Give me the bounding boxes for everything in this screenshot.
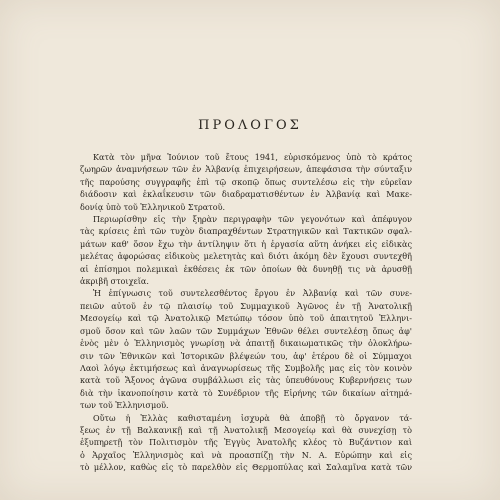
text-line: αἱ ἐπίσημοι πολεμικαὶ ἐκθέσεις ἐκ τῶν ὁποίων θὰ δυνηθῇ τις νὰ ἀρυσθῇ [80, 263, 412, 274]
text-line: ἐξυπηρετῇ τὸν Πολιτισμὸν τῆς Ἐγγὺς Ἀνατολῆς κλέος τὸ Βυζάντιον καὶ [80, 437, 412, 448]
text-line: διὰ τὴν ἱκανοποίησιν κατὰ τὸ Συνέδριον τῆς Εἰρήνης τῶν δικαίων αἰτημά- [80, 387, 412, 398]
text-line: ἀκριβῆ στοιχεῖα. [80, 276, 149, 287]
text-line: των τοῦ Ἑλληνισμοῦ. [80, 400, 169, 411]
text-line: Λαοὶ λόγῳ ἐκτιμήσεως καὶ ἀναγνωρίσεως τῆς Συμβολῆς μας εἰς τὸν κοινὸν [80, 362, 412, 373]
text-line: μελέτας ἀφορώσας εἰδικοὺς μελετητὰς καὶ διότι ἀκόμη δὲν ἔχουσι συντεχθῆ [80, 251, 412, 262]
text-line: Κατὰ τὸν μῆνα Ἰούνιον τοῦ ἔτους 1941, εὑρισκόμενος ὑπὸ τὸ κράτος [93, 152, 412, 162]
text-line: πειῶν αὐτοῦ ἐν τῷ πλαισίῳ τοῦ Συμμαχικοῦ Ἀγῶνος ἐν τῇ Ἀνατολικῇ [80, 300, 412, 311]
text-line: ξεως ἐν τῇ Βαλκανικῇ καὶ τῇ Ἀνατολικῇ Μεσογείῳ καὶ θὰ συνεχίσῃ τὸ [80, 424, 412, 435]
text-line: ὁ Ἀρχαῖος Ἑλληνισμὸς καὶ νὰ προασπίζῃ τὴν Ν. Α. Εὐρώπην καὶ εἰς [80, 449, 412, 460]
text-line: τὰς κρίσεις ἐπὶ τῶν τυχὸν διαπραχθέντων Στρατηγικῶν καὶ Τακτικῶν σφαλ- [80, 226, 412, 237]
body-text [80, 151, 412, 474]
page-title: ΠΡΟΛΟΓΟΣ [198, 118, 302, 133]
text-line: δονίᾳ ὑπὸ τοῦ Ἑλληνικοῦ Στρατοῦ. [80, 201, 226, 212]
text-line: σμοῦ ὅσον καὶ τῶν λαῶν τῶν Συμμάχων Ἐθνῶν θέλει συντελέσῃ ὅπως ἀφ' [80, 325, 412, 336]
text-line: ἑνὸς μὲν ὁ Ἑλληνισμὸς γνωρίσῃ νὰ ἀπαιτῇ δικαιωματικῶς τὴν ὁλοκλήρω- [80, 338, 412, 349]
text-line: ζωηρῶν ἀναμνήσεων τῶν ἐν Ἀλβανίᾳ ἐπιχειρήσεων, ἀπεφάσισα τὴν σύνταξιν [80, 164, 412, 175]
text-line: τὸ μέλλον, καθὼς εἰς τὸ παρελθὸν εἰς Θερμοπύλας καὶ Σαλαμῖνα κατὰ τῶν [80, 462, 412, 473]
text-line: Περιωρίσθην εἰς τὴν ξηρὰν περιγραφὴν τῶν γεγονότων καὶ ἀπέφυγον [93, 214, 412, 225]
text-line: διάδοσιν καὶ ἐκλαΐκευσιν τῶν διαδραματισθέντων ἐν Ἀλβανίᾳ καὶ Μακε- [80, 189, 412, 200]
text-line: Οὕτω ἡ Ἑλλὰς καθισταμένη ἰσχυρὰ θὰ ἀποβῇ τὸ ὄργανον τά- [93, 412, 412, 423]
text-line: Ἡ ἐπίγνωσις τοῦ συντελεσθέντος ἔργου ἐν Ἀλβανίᾳ καὶ τῶν συνε- [93, 288, 412, 299]
text-line: Μεσογείῳ καὶ τῷ Ἀνατολικῷ Μετώπῳ τόσον ὑπὸ τοῦ ἀπαιτητοῦ Ἑλληνι- [80, 313, 412, 324]
text-line: σιν τῶν Ἐθνικῶν καὶ Ἱστορικῶν βλέψεών του, ἀφ' ἑτέρου δὲ οἱ Σύμμαχοι [80, 350, 412, 361]
text-line: μάτων καθ' ὅσον ἔχω τὴν ἀντίληψιν ὅτι ἡ ἐργασία αὕτη ἀνήκει εἰς εἰδικὰς [80, 238, 412, 249]
text-line: τῆς παρούσης συγγραφῆς ἐπὶ τῷ σκοπῷ ὅπως συντελέσω εἰς τὴν εὐρεῖαν [80, 176, 412, 187]
text-line: κατὰ τοῦ Ἄξονος ἀγῶνα συμβάλλωσι εἰς τὰς ὑπευθύνους Κυβερνήσεις των [80, 375, 412, 386]
